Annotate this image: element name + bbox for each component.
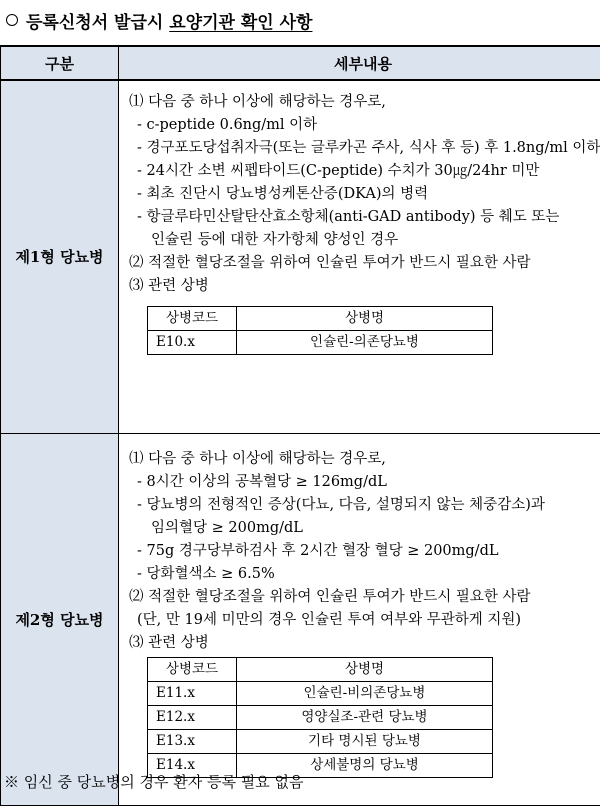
title-emphasis: 요양기관 확인 사항 [169,13,312,33]
type2-line: 임의혈당 ≥ 200mg/dL [129,517,600,540]
type1-line: - c-peptide 0.6ng/ml 이하 [129,114,600,137]
type2-line: - 당뇨병의 전형적인 증상(다뇨, 다음, 설명되지 않는 체중감소)과 [129,494,600,517]
type1-line: 인슐린 등에 대한 자가항체 양성인 경우 [129,229,600,252]
code-header: 상병코드 [148,307,237,331]
disease-name: 상세불명의 당뇨병 [237,753,493,777]
disease-name: 인슐린-비의존당뇨병 [237,681,493,705]
table-row [148,681,493,705]
type1-line: - 항글루타민산탈탄산효소항체(anti-GAD antibody) 등 췌도 또는 [129,206,600,229]
type2-category: 제2형 당뇨병 [1,433,119,805]
type1-line: - 경구포도당섭취자극(또는 글루카곤 주사, 식사 후 등) 후 1.8ng/ml 이하 [129,137,600,160]
type1-code-table [147,306,493,355]
disease-name: 영양실조-관련 당뇨병 [237,705,493,729]
table-row [148,705,493,729]
type2-code-table [147,657,493,778]
footnote: ※ 임신 중 당뇨병의 경우 환자 등록 필요 없음 [4,771,303,792]
type2-row [1,433,600,805]
type1-line: - 최초 진단시 당뇨병성케톤산증(DKA)의 병력 [129,183,600,206]
disease-name: 인슐린-의존당뇨병 [237,331,493,355]
disease-code: E14.x [148,753,237,777]
code-header: 상병코드 [148,657,237,681]
name-header: 상병명 [237,307,493,331]
table-row [148,331,493,355]
disease-code: E10.x [148,331,237,355]
type2-details [119,433,600,805]
table-row [148,729,493,753]
disease-code: E13.x [148,729,237,753]
type1-line: ⑶ 관련 상병 [129,275,600,298]
type1-row [1,80,600,433]
type2-line: - 8시간 이상의 공복혈당 ≥ 126mg/dL [129,471,600,494]
title-prefix: 등록신청서 발급시 [26,13,163,33]
header-details: 세부내용 [119,46,600,80]
type1-line: ⑴ 다음 중 하나 이상에 해당하는 경우로, [129,91,600,114]
type1-line: - 24시간 소변 씨펩타이드(C-peptide) 수치가 30㎍/24hr 미만 [129,160,600,183]
type1-details [119,80,600,433]
type2-line: - 당화혈색소 ≥ 6.5% [129,563,600,586]
type2-line: (단, 만 19세 미만의 경우 인슐린 투여 여부와 무관하게 지원) [129,609,600,632]
type2-line: ⑵ 적절한 혈당조절을 위하여 인슐린 투여가 반드시 필요한 사람 [129,586,600,609]
disease-name: 기타 명시된 당뇨병 [237,729,493,753]
section-title [6,8,312,33]
disease-code: E12.x [148,705,237,729]
criteria-table [0,45,600,806]
type1-line: ⑵ 적절한 혈당조절을 위하여 인슐린 투여가 반드시 필요한 사람 [129,252,600,275]
header-category: 구분 [1,46,119,80]
hollow-circle-bullet-icon [6,14,18,26]
disease-code: E11.x [148,681,237,705]
type2-line: ⑴ 다음 중 하나 이상에 해당하는 경우로, [129,448,600,471]
type2-line: ⑶ 관련 상병 [129,632,600,655]
type1-category: 제1형 당뇨병 [1,80,119,433]
table-header-row [1,46,600,80]
type2-line: - 75g 경구당부하검사 후 2시간 혈장 혈당 ≥ 200mg/dL [129,540,600,563]
name-header: 상병명 [237,657,493,681]
